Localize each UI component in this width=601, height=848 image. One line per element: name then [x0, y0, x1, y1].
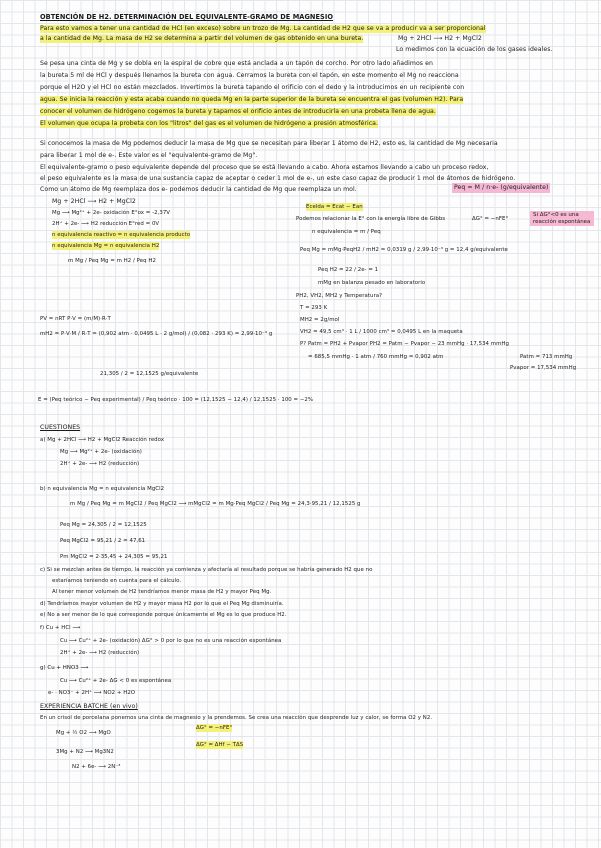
volume-h2: VH2 = 49,5 cm³ · 1 L / 1000 cm³ = 0,0495 L en la maqueta: [300, 329, 463, 335]
answer-a-2: Mg ⟶ Mg²⁺ + 2e- (oxidación): [60, 449, 142, 455]
peq-h2: Peq H2 = 22 / 2e- = 1: [318, 267, 379, 273]
answer-f-1: f) Cu + HCl ⟶: [40, 625, 81, 631]
answer-c-1: c) Si se mezclan antes de tiempo, la reacción ya comienza y afectaría al resultado porque se habría generado H2 que no: [40, 567, 373, 573]
procedure-line-5: conocer el volumen de hidrógeno cogemos la bureta y tapamos el orificio antes de introducirla en una probeta llena de agua.: [40, 108, 436, 115]
cuestiones-title: CUESTIONES: [40, 424, 81, 431]
pressure-atm: = 685,5 mmHg · 1 atm / 760 mmHg = 0,902 atm: [308, 354, 444, 360]
reaction-3: 2H⁺ + 2e- ⟶ H2 reducción E°red = 0V: [52, 221, 160, 227]
reaction-1: Mg + 2HCl ⟶ H2 + MgCl2: [52, 198, 136, 205]
patm-value: Patm = 713 mmHg: [520, 354, 573, 360]
gibbs-formula: ΔG° = −nFE°: [472, 216, 509, 222]
bateche-reaction-2: 3Mg + N2 ⟶ Mg3N2: [56, 749, 114, 755]
intro-line-2: a la cantidad de Mg. La masa de H2 se determina a partir del volumen de gas obtenido en una bureta.: [40, 35, 364, 42]
answer-b-5: Pm MgCl2 = 2·35,45 + 24,305 = 95,21: [60, 554, 168, 560]
error-calc: E = (Peq teórico − Peq experimental) / Peq teórico · 100 = (12,1525 − 12,4) / 12,1525 · 100 = −2%: [38, 397, 314, 403]
temperature: T = 293 K: [300, 305, 328, 311]
theoretical-peq: 21,305 / 2 = 12,1525 g/equivalente: [100, 371, 199, 377]
procedure-line-3: porque el H2O y el HCl no están mezclados. Invertimos la bureta tapando el orificio con el dedo y la introducimos en un recipiente con: [40, 84, 465, 91]
answer-g-1: g) Cu + HNO3 ⟶: [40, 665, 89, 671]
intro-line-1: Para esto vamos a tener una cantidad de HCl (en exceso) sobre un trozo de Mg. La cantidad de H2 que se va a producir va a ser proporcional: [40, 25, 486, 32]
answer-d: d) Tendríamos mayor volumen de H2 y mayor masa H2 por lo que el Peq Mg disminuiría.: [40, 601, 284, 607]
peq-formula: Peq = M / n·e- (g/equivalente): [454, 184, 549, 191]
bateche-reaction-3: N2 + 6e- ⟶ 2N⁻³: [72, 764, 121, 770]
bateche-gibbs-2: ΔG° = ΔHf − TΔS: [196, 742, 244, 748]
answer-b-1: b) n equivalencia Mg = n equivalencia MgCl2: [40, 486, 165, 492]
pvapor-value: Pvapor = 17,534 mmHg: [510, 365, 577, 371]
mass-h2-calc: mH2 = P·V·M / R·T = (0,902 atm · 0,0495 L · 2 g/mol) / (0,082 · 293 K) = 2,99·10⁻³ g: [40, 331, 273, 337]
spontaneous-note: Si ΔG°<0 es una reacción espontánea: [530, 211, 594, 226]
answer-c-3: Al tener menor volumen de H2 tendríamos menor masa de H2 y mayor Peq Mg.: [52, 589, 272, 595]
procedure-line-6: El volumen que ocupa la probeta con los "litros" del gas es el volumen de hidrógeno a presión atmosférica.: [40, 120, 379, 127]
bateche-reaction-1: Mg + ½ O2 ⟶ MgO: [56, 730, 111, 736]
bateche-gibbs-1: ΔG° = −nFE°: [196, 725, 233, 731]
answer-f-2: Cu ⟶ Cu²⁺ + 2e- (oxidación) ΔG° > 0 por lo que no es una reacción espontánea: [60, 638, 282, 644]
pressure-calc: P? Patm = PH2 + Pvapor PH2 = Patm − Pvapor − 23 mmHg · 17,534 mmHg: [300, 341, 509, 347]
answer-c-2: estaríamos teniendo en cuenta para el cálculo.: [52, 578, 182, 584]
molar-mass-h2: MH2 = 2g/mol: [300, 317, 340, 323]
theory-line-5: Como un átomo de Mg reemplaza dos e- podemos deducir la cantidad de Mg que reemplaza un mol.: [40, 186, 357, 193]
unknowns: PH2, VH2, MH2 y Temperatura?: [296, 293, 383, 299]
ecelda: Ecelda = Ecat − Ean: [306, 204, 363, 210]
equivalence-2: n equivalencia Mg = n equivalencia H2: [52, 243, 160, 249]
theory-line-4: el peso equivalente es la masa de una sustancia capaz de aceptar o ceder 1 mol de e-, un este caso capaz de producir 1 mol de átomos de hidrógeno.: [40, 175, 516, 182]
bateche-title: EXPERIENCIA BATCHE (en vivo): [40, 703, 138, 710]
answer-b-4: Peq MgCl2 = 95,21 / 2 = 47,61: [60, 538, 146, 544]
procedure-line-4: agua. Se inicia la reacción y esta acaba cuando no queda Mg en la parte superior de la bureta se encuentra el gas (volumen H2). Para: [40, 96, 464, 103]
reaction-2: Mg ⟶ Mg²⁺ + 2e- oxidación E°ox = -2,37V: [52, 210, 171, 216]
answer-e: e) No a ser menor de lo que corresponde porque únicamente el Mg es lo que produce H2.: [40, 612, 287, 618]
answer-g-2: Cu ⟶ Cu²⁺ + 2e- ΔG < 0 es espontánea: [60, 678, 172, 684]
answer-b-2: m Mg / Peq Mg = m MgCl2 / Peq MgCl2 ⟶ mMgCl2 = m Mg·Peq MgCl2 / Peq Mg = 24,3·95,21 / 12,1525 g: [70, 501, 361, 507]
ratio-equation: m Mg / Peq Mg = m H2 / Peq H2: [68, 258, 156, 264]
equivalence-1: n equivalencia reactivo = n equivalencia producto: [52, 232, 191, 238]
theory-line-3: El equivalente-gramo o peso equivalente depende del proceso que se está llevando a cabo. Ahora estamos llevando a cabo un proceso redox,: [40, 164, 489, 171]
procedure-line-2: la bureta 5 ml de HCl y después llenamos la bureta con agua. Cerramos la bureta con el tapón, en este momento el Mg no reacciona: [40, 72, 459, 79]
gibbs-relation: Podemos relacionar la E° con la energía libre de Gibbs: [296, 216, 446, 222]
mmg-note: mMg en balanza pesado en laboratorio: [318, 280, 426, 286]
procedure-line-1: Se pesa una cinta de Mg y se dobla en la espiral de cobre que está anclada a un tapón de corcho. Por otro lado añadimos en: [40, 60, 433, 67]
answer-a-3: 2H⁺ + 2e- ⟶ H2 (reducción): [60, 461, 140, 467]
answer-a-1: a) Mg + 2HCl ⟶ H2 + MgCl2 Reacción redox: [40, 437, 165, 443]
answer-f-3: 2H⁺ + 2e- ⟶ H2 (reducción): [60, 650, 140, 656]
intro-equation: Mg + 2HCl ⟶ H2 + MgCl2: [398, 35, 482, 42]
ideal-gas: PV = nRT P·V = (m/M)·R·T: [40, 316, 111, 322]
answer-b-3: Peq Mg = 24,305 / 2 = 12,1525: [60, 522, 147, 528]
page-title: OBTENCIÓN DE H2. DETERMINACIÓN DEL EQUIVALENTE-GRAMO DE MAGNESIO: [40, 13, 333, 21]
n-equivalence: n equivalencia = m / Peq: [312, 229, 381, 235]
answer-g-3: e- · NO3⁻ + 2H⁺ ⟶ NO2 + H2O: [48, 690, 136, 696]
theory-line-1: Si conocemos la masa de Mg podemos deducir la masa de Mg que se necesitan para liberar 1 átomo de H2, esto es, la cantidad de Mg necesaria: [40, 140, 498, 147]
bateche-line-1: En un crisol de porcelana ponemos una cinta de magnesio y la prendemos. Se crea una reacción que desprende luz y calor, se forma O2 y N2.: [40, 715, 433, 721]
peq-mg-calc: Peq Mg = mMg·PeqH2 / mH2 = 0,0319 g / 2,99·10⁻³ g = 12,4 g/equivalente: [300, 247, 508, 253]
intro-line-3: Lo medimos con la ecuación de los gases ideales.: [396, 46, 553, 53]
theory-line-2: para liberar 1 mol de e-. Este valor es el "equivalente-gramo de Mg".: [40, 152, 258, 159]
